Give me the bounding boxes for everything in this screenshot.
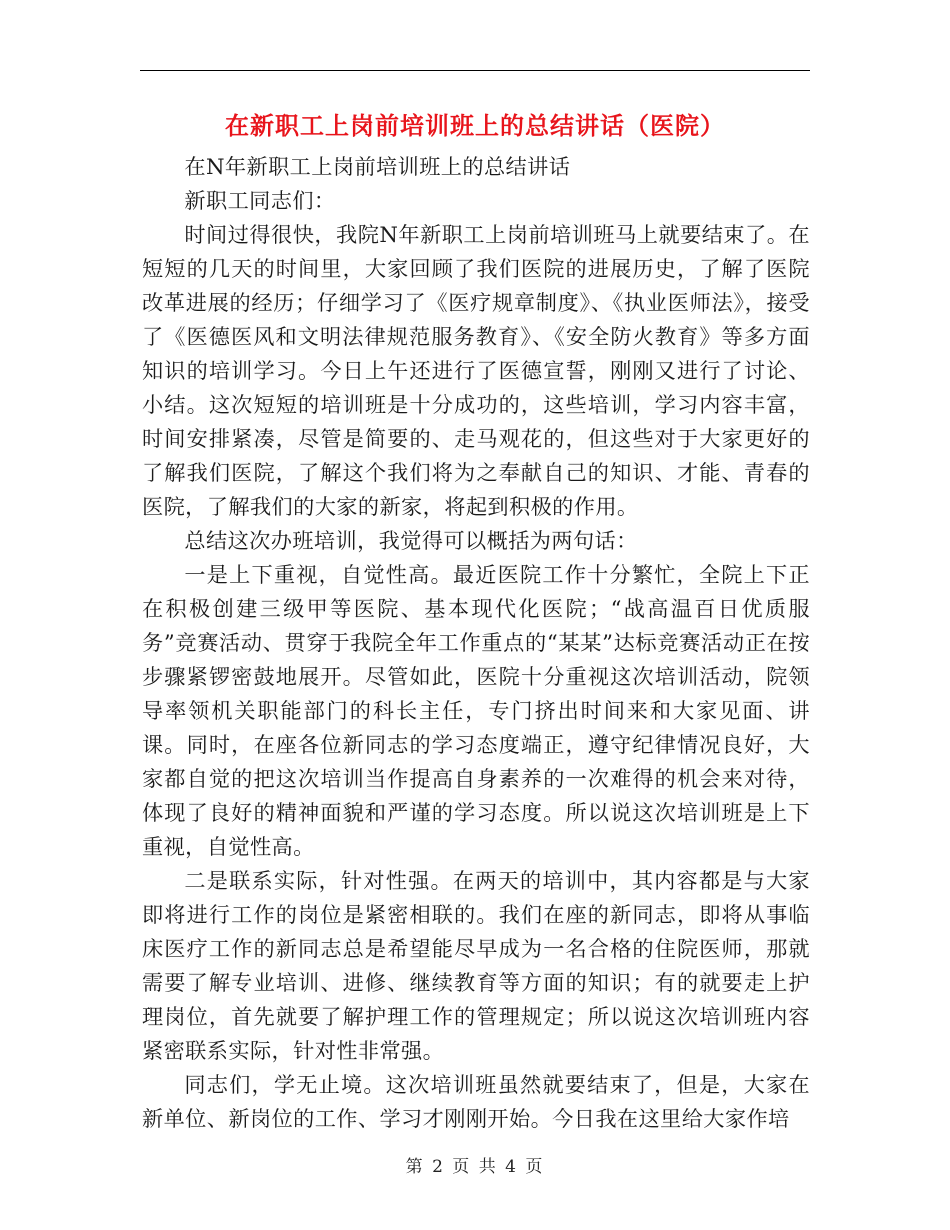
paragraph-point-one: 一是上下重视，自觉性高。最近医院工作十分繁忙，全院上下正在积极创建三级甲等医院、基本现代化医院；“战高温百日优质服务”竞赛活动、贯穿于我院全年工作重点的“某某”达标竞赛活动正在按步骤紧锣密鼓地展开。尽管如此，医院十分重视这次培训活动，院领导率领机关职能部门的科长主任，专门挤出时间来和大家见面、讲课。同时，在座各位新同志的学习态度端正，遵守纪律情况良好，大家都自觉的把这次培训当作提高自身素养的一次难得的机会来对待，体现了良好的精神面貌和严谨的学习态度。所以说这次培训班是上下重视，自觉性高。 — [142, 562, 810, 859]
header-rule — [140, 70, 810, 71]
speech-heading: 在N年新职工上岗前培训班上的总结讲话 — [184, 154, 571, 179]
paragraph-closing: 同志们，学无止境。这次培训班虽然就要结束了，但是，大家在新单位、新岗位的工作、学习才刚刚开始。今日我在这里给大家作培 — [142, 1072, 810, 1131]
page-number-footer: 第 2 页 共 4 页 — [405, 1157, 545, 1177]
paragraph-summary-lead: 总结这次办班培训，我觉得可以概括为两句话： — [184, 528, 638, 553]
paragraph-point-two: 二是联系实际，针对性强。在两天的培训中，其内容都是与大家即将进行工作的岗位是紧密相联的。我们在座的新同志，即将从事临床医疗工作的新同志总是希望能尽早成为一名合格的住院医师，那就需要了解专业培训、进修、继续教育等方面的知识；有的就要走上护理岗位，首先就要了解护理工作的管理规定；所以说这次培训班内容紧密联系实际，针对性非常强。 — [142, 868, 810, 1063]
paragraph-intro: 时间过得很快，我院N年新职工上岗前培训班马上就要结束了。在短短的几天的时间里，大家回顾了我们医院的进展历史，了解了医院改革进展的经历；仔细学习了《医疗规章制度》、《执业医师法》，接受了《医德医风和文明法律规范服务教育》、《安全防火教育》等多方面知识的培训学习。今日上午还进行了医德宣誓，刚刚又进行了讨论、小结。这次短短的培训班是十分成功的，这些培训，学习内容丰富，时间安排紧凑，尽管是简要的、走马观花的，但这些对于大家更好的了解我们医院，了解这个我们将为之奉献自己的知识、才能、青春的医院，了解我们的大家的新家，将起到积极的作用。 — [142, 222, 810, 519]
document-title: 在新职工上岗前培训班上的总结讲话（医院） — [225, 111, 725, 140]
document-body — [142, 150, 810, 1136]
salutation: 新职工同志们： — [184, 188, 336, 213]
